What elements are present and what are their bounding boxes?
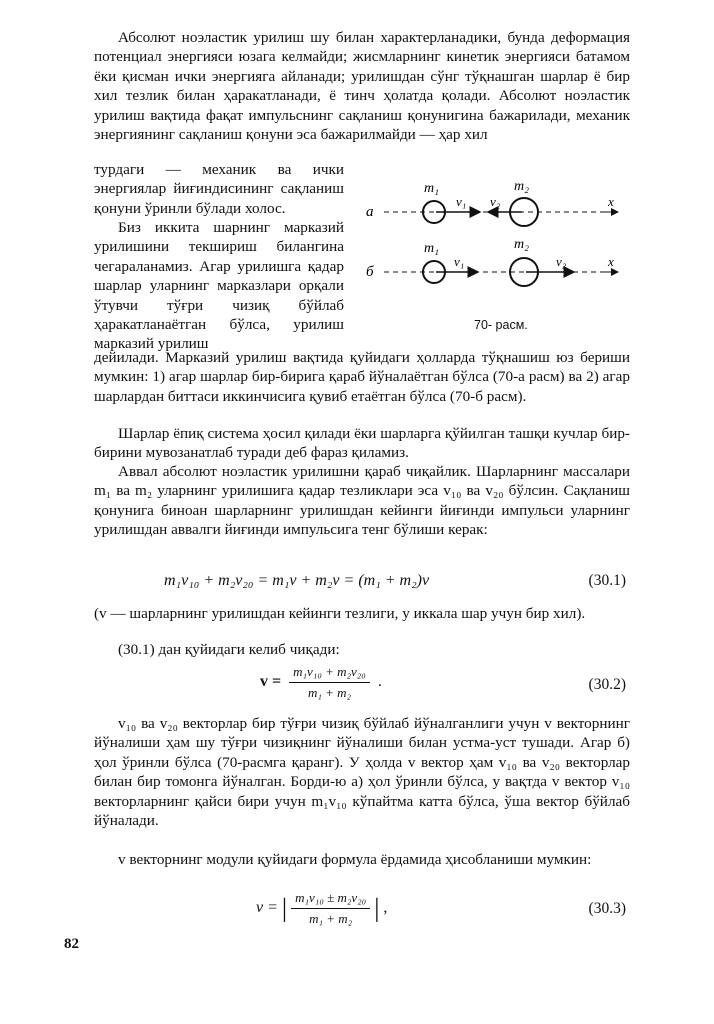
row-b-m1-label: m₁ <box>424 241 439 256</box>
equation-30-3-lhs: v = <box>256 899 278 917</box>
paragraph-9: v₁₀ ва v₂₀ векторлар бир тўғри чизиқ бўйлаб йўналганлиги учун v векторнинг йўналиши ҳам шу тўғри чизиқнинг йўналиши билан устма-уст тушади. Агар б) ҳол ўринли бўлса (70-расмга қаранг). У ҳолда v вектор ҳам v₁₀ ва v₂₀ векторлар билан бир томонга йўналган. Борди-ю а) ҳол ўринли бўлса, у вақтда v вектор v₁₀ векторларнинг қайси бири учун m₁v₁₀ кўпайтма катта бўлса, ўша вектор бўйлаб йўналади. <box>94 715 630 830</box>
equation-30-3-left-bar: | <box>281 893 288 923</box>
paragraph-3: Биз иккита шарнинг марказий урилишини текшириш билангина чегараланамиз. Агар урилишга қадар шарлар уларнинг марказлари орқали ўтувчи тўғри чизиқ бўйлаб ҳаракатланаётган бўлса, урилиш марказий урилиш <box>94 219 344 353</box>
equation-30-2-numerator: m₁v₁₀ + m₂v₂₀ <box>289 664 370 683</box>
equation-30-2 <box>260 664 382 701</box>
equation-30-3-tail: , <box>383 899 388 917</box>
equation-30-2-fraction <box>289 664 370 701</box>
equation-30-1-label: (30.1) <box>588 572 626 589</box>
paragraph-2: турдаги — механик ва ички энергиялар йиғиндисининг сақланиш қонуни ўринли бўлади холос. <box>94 161 344 217</box>
figure-70 <box>350 170 640 340</box>
equation-30-2-label: (30.2) <box>588 676 626 693</box>
paragraph-4: дейилади. Марказий урилиш вақтида қуйидаги ҳолларда тўқнашиш юз бериши мумкин: 1) агар шарлар бир-бирига қараб йўналаётган бўлса (70-а расм) ва 2) агар шарлардан биттаси иккинчисига қувиб етаётган бўлса (70-б расм). <box>94 349 630 405</box>
equation-30-3-right-bar: | <box>374 893 380 923</box>
equation-30-3-numerator: m₁v₁₀ ± m₂v₂₀ <box>291 890 370 909</box>
equation-30-3-fraction <box>291 890 370 927</box>
paragraph-5: Шарлар ёпиқ система ҳосил қилади ёки шарларга қўйилган ташқи кучлар бир-бирини мувозанатлаб туради деб фараз қиламиз. <box>94 425 630 462</box>
equation-30-3 <box>256 890 387 927</box>
collision-diagram <box>350 170 640 330</box>
row-a-m2-label: m₂ <box>514 179 529 194</box>
row-a-x-label: x <box>608 194 614 209</box>
row-b-x-label: x <box>608 254 614 269</box>
paragraph-6: Аввал абсолют ноэластик урилишни қараб чиқайлик. Шарларнинг массалари m₁ ва m₂ уларнинг урилишига қадар тезликлари эса v₁₀ ва v₂₀ бўлсин. Сақланиш қонунига биноан шарларнинг урилишдан кейинги йиғинди импульси уларнинг урилишдан аввалги йиғинди импульсига тенг бўлиши керак: <box>94 463 630 539</box>
figure-caption: 70- расм. <box>474 318 528 332</box>
equation-30-2-lhs: v = <box>260 673 282 691</box>
row-b-v1-label: v₁ <box>454 254 465 269</box>
equation-30-3-denominator: m₁ + m₂ <box>309 911 353 926</box>
equation-30-3-label: (30.3) <box>588 900 626 917</box>
paragraph-7: (v — шарларнинг урилишдан кейинги тезлиги, у иккала шар учун бир хил). <box>94 605 586 622</box>
equation-30-2-denominator: m₁ + m₂ <box>307 685 352 700</box>
row-b-label: б <box>366 264 374 280</box>
equation-30-1: m₁v₁₀ + m₂v₂₀ = m₁v + m₂v = (m₁ + m₂)v <box>164 572 430 589</box>
row-a-v1-label: v₁ <box>456 194 467 209</box>
row-b-v2-label: v₂ <box>556 254 567 269</box>
paragraph-10: v векторнинг модули қуйидаги формула ёрдамида ҳисобланиши мумкин: <box>118 851 592 868</box>
equation-30-2-tail: . <box>377 673 382 691</box>
row-a-label: а <box>366 204 374 220</box>
row-b-m2-label: m₂ <box>514 237 529 252</box>
row-a-m1-label: m₁ <box>424 181 439 196</box>
paragraph-1: Абсолют ноэластик урилиш шу билан характерланадики, бунда деформация потенциал энергияси юзага келмайди; жисмларнинг кинетик энергияси батамом ёки қисман ички энергияга айланади; урилишдан сўнг тўқнашган шарлар ё бир хил тезлик билан ҳаракатланади, ё тинч ҳолатда қолади. Абсолют ноэластик урилиш вақтида фақат импульснинг сақланиш қонунигина бажарилади, механик энергиянинг сақланиш қонуни эса бажарилмайди — ҳар хил <box>94 29 630 144</box>
row-a-v2-label: v₂ <box>490 194 501 209</box>
paragraph-8: (30.1) дан қуйидаги келиб чиқади: <box>118 641 340 658</box>
page-number: 82 <box>64 936 79 952</box>
